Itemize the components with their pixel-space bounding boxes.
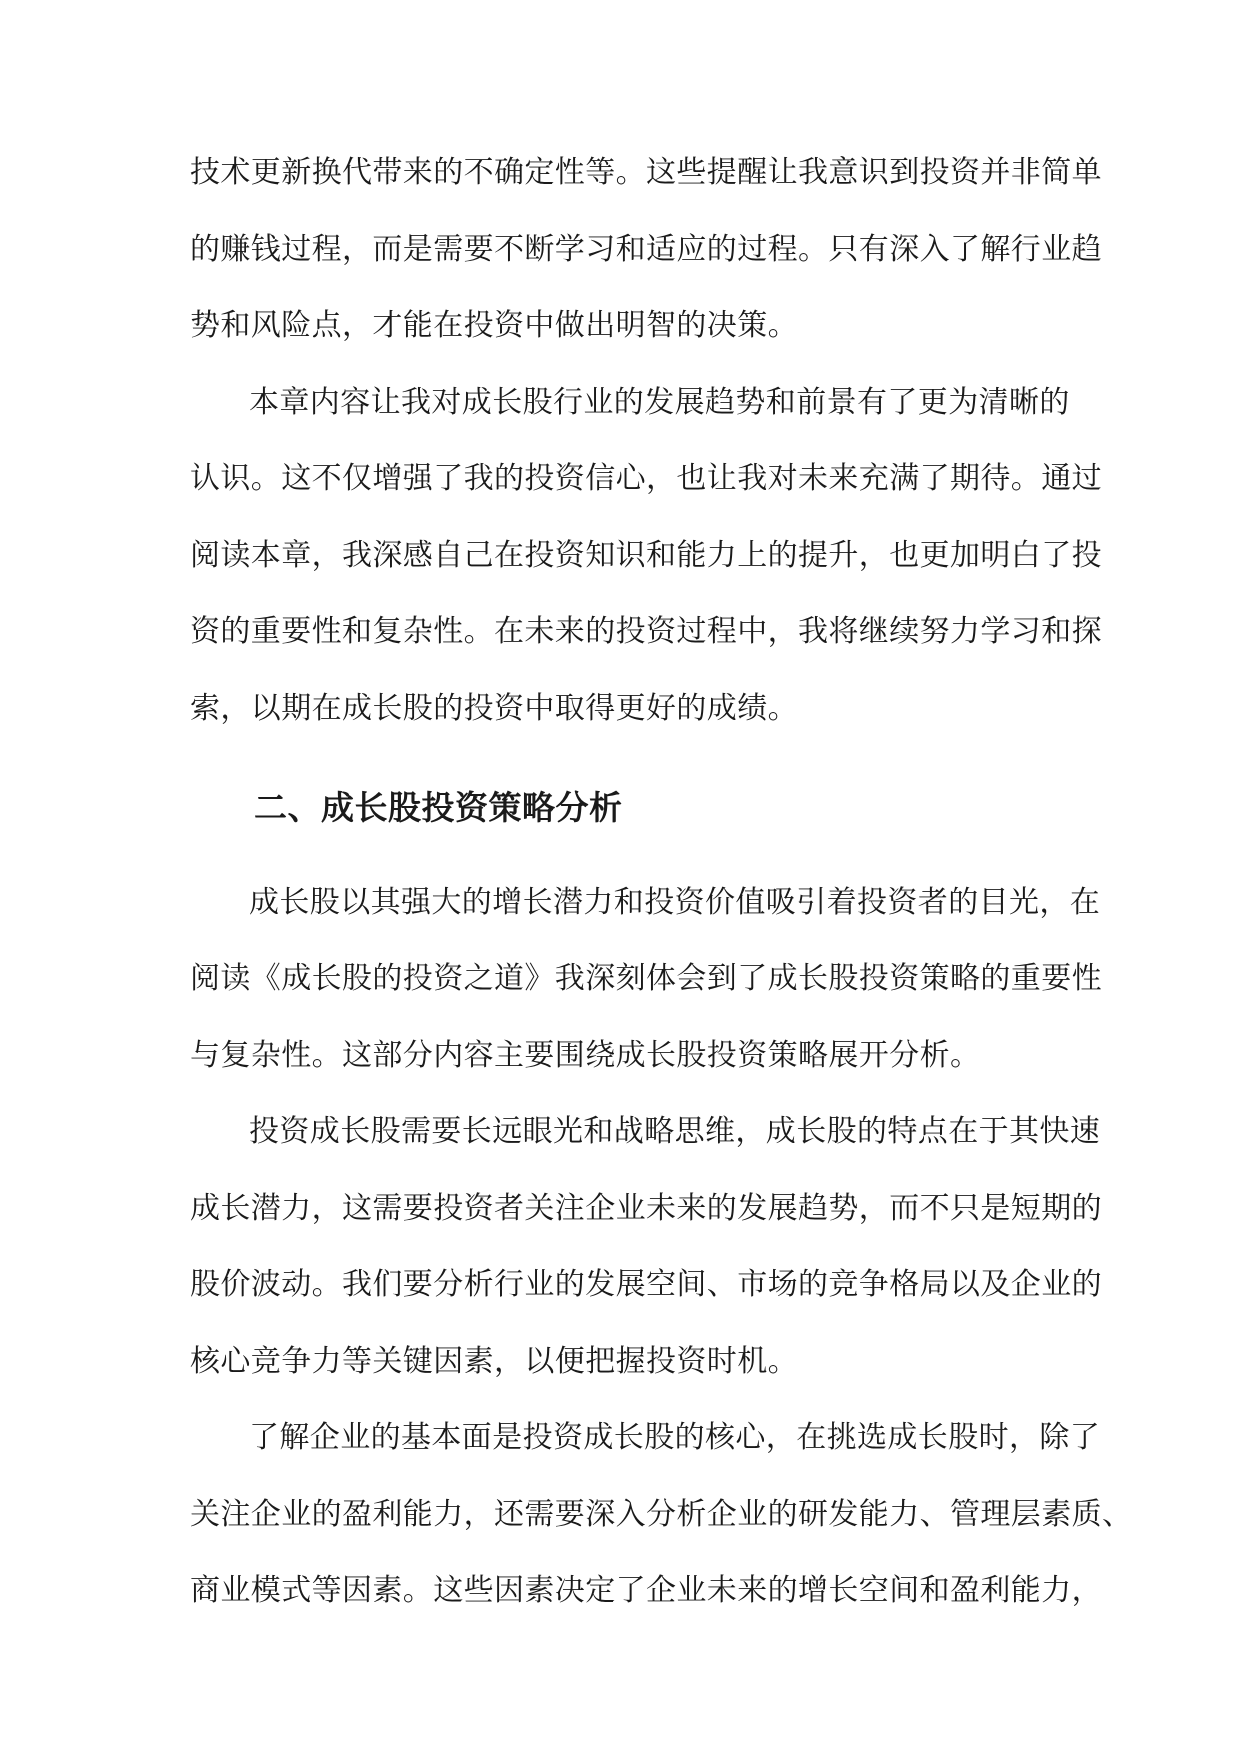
section-heading: 二、成长股投资策略分析	[254, 788, 623, 827]
text-line: 股价波动。我们要分析行业的发展空间、市场的竞争格局以及企业的	[190, 1267, 1102, 1302]
text-line: 认识。这不仅增强了我的投资信心，也让我对未来充满了期待。通过	[190, 461, 1102, 496]
text-line: 关注企业的盈利能力，还需要深入分析企业的研发能力、管理层素质、	[190, 1497, 1133, 1532]
text-line: 了解企业的基本面是投资成长股的核心，在挑选成长股时，除了	[249, 1420, 1101, 1455]
text-line: 资的重要性和复杂性。在未来的投资过程中，我将继续努力学习和探	[190, 614, 1102, 649]
text-line: 与复杂性。这部分内容主要围绕成长股投资策略展开分析。	[190, 1038, 981, 1073]
text-line: 核心竞争力等关键因素，以便把握投资时机。	[190, 1344, 798, 1379]
text-line: 商业模式等因素。这些因素决定了企业未来的增长空间和盈利能力，	[190, 1573, 1102, 1608]
text-line: 势和风险点，才能在投资中做出明智的决策。	[190, 308, 798, 343]
text-line: 成长股以其强大的增长潜力和投资价值吸引着投资者的目光，在	[249, 885, 1101, 920]
text-line: 阅读本章，我深感自己在投资知识和能力上的提升，也更加明白了投	[190, 538, 1102, 573]
text-line: 技术更新换代带来的不确定性等。这些提醒让我意识到投资并非简单	[190, 155, 1102, 190]
text-line: 投资成长股需要长远眼光和战略思维，成长股的特点在于其快速	[249, 1114, 1101, 1149]
text-line: 本章内容让我对成长股行业的发展趋势和前景有了更为清晰的	[249, 385, 1070, 420]
text-line: 的赚钱过程，而是需要不断学习和适应的过程。只有深入了解行业趋	[190, 232, 1102, 267]
text-line: 阅读《成长股的投资之道》我深刻体会到了成长股投资策略的重要性	[190, 961, 1102, 996]
text-line: 成长潜力，这需要投资者关注企业未来的发展趋势，而不只是短期的	[190, 1191, 1102, 1226]
text-line: 索，以期在成长股的投资中取得更好的成绩。	[190, 691, 798, 726]
